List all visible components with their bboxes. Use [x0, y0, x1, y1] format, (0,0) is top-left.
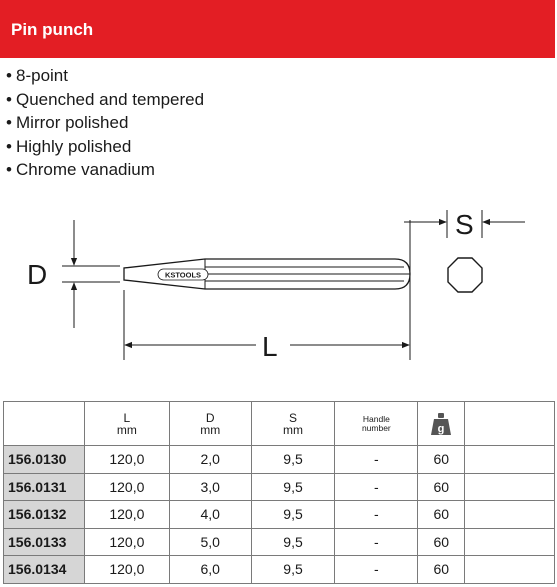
l-cell: 120,0 — [84, 556, 169, 584]
handle-cell: - — [335, 446, 418, 474]
l-label: L — [262, 331, 278, 362]
d-cell: 2,0 — [169, 446, 251, 474]
header-bar — [0, 0, 555, 58]
handle-cell: - — [335, 528, 418, 556]
extra-cell — [465, 501, 555, 529]
handle-cell: - — [335, 473, 418, 501]
weight-cell: 60 — [418, 556, 465, 584]
weight-cell: 60 — [418, 473, 465, 501]
d-cell: 3,0 — [169, 473, 251, 501]
feature-item: • 8-point — [6, 66, 68, 85]
feature-item: • Highly polished — [6, 136, 132, 156]
s-cell: 9,5 — [251, 528, 335, 556]
column-header-extra — [465, 402, 555, 446]
weight-icon-letter: g — [437, 422, 445, 435]
weight-cell: 60 — [418, 446, 465, 474]
feature-text: Mirror polished — [16, 113, 129, 132]
feature-text: 8-point — [16, 66, 68, 85]
extra-cell — [465, 473, 555, 501]
feature-item: • Mirror polished — [6, 113, 129, 132]
d-cell: 6,0 — [169, 556, 251, 584]
column-header-article — [4, 402, 85, 446]
s-cell: 9,5 — [251, 501, 335, 529]
feature-list — [6, 64, 204, 182]
d-cell: 5,0 — [169, 528, 251, 556]
column-header-d: D mm — [169, 402, 251, 446]
article-number-cell: 156.0131 — [4, 473, 85, 501]
table-header-row — [4, 402, 555, 446]
pin-punch-drawing — [0, 200, 557, 370]
article-number-cell: 156.0133 — [4, 528, 85, 556]
table-row — [4, 528, 555, 556]
s-label: S — [455, 209, 474, 240]
table-row — [4, 556, 555, 584]
weight-cell: 60 — [418, 501, 465, 529]
table-row — [4, 446, 555, 474]
l-cell: 120,0 — [84, 528, 169, 556]
weight-cell: 60 — [418, 528, 465, 556]
page-title: Pin punch — [11, 20, 94, 39]
handle-cell: - — [335, 556, 418, 584]
specs-table — [3, 401, 555, 584]
brand-logo — [158, 269, 208, 280]
s-cell: 9,5 — [251, 473, 335, 501]
d-label: D — [27, 259, 48, 290]
article-number-cell: 156.0132 — [4, 501, 85, 529]
l-cell: 120,0 — [84, 501, 169, 529]
extra-cell — [465, 446, 555, 474]
article-number-cell: 156.0134 — [4, 556, 85, 584]
feature-text: Quenched and tempered — [16, 89, 205, 109]
column-header-handle: Handle number — [335, 402, 418, 446]
l-cell: 120,0 — [84, 446, 169, 474]
extra-cell — [465, 556, 555, 584]
d-cell: 4,0 — [169, 501, 251, 529]
s-cell: 9,5 — [251, 446, 335, 474]
column-header-s: S mm — [251, 402, 335, 446]
feature-item: • Quenched and tempered — [6, 89, 205, 109]
table-row — [4, 473, 555, 501]
feature-text: Highly polished — [16, 136, 132, 156]
l-cell: 120,0 — [84, 473, 169, 501]
column-header-l: L mm — [84, 402, 169, 446]
feature-item: • Chrome vanadium — [6, 160, 155, 179]
octagon-cross-section — [448, 258, 482, 292]
handle-cell: - — [335, 501, 418, 529]
extra-cell — [465, 528, 555, 556]
table-row — [4, 501, 555, 529]
s-cell: 9,5 — [251, 556, 335, 584]
article-number-cell: 156.0130 — [4, 446, 85, 474]
column-header-weight — [418, 402, 465, 446]
brand-text: KSTOOLS — [164, 270, 202, 280]
weight-icon — [430, 412, 452, 436]
feature-text: Chrome vanadium — [16, 160, 155, 179]
